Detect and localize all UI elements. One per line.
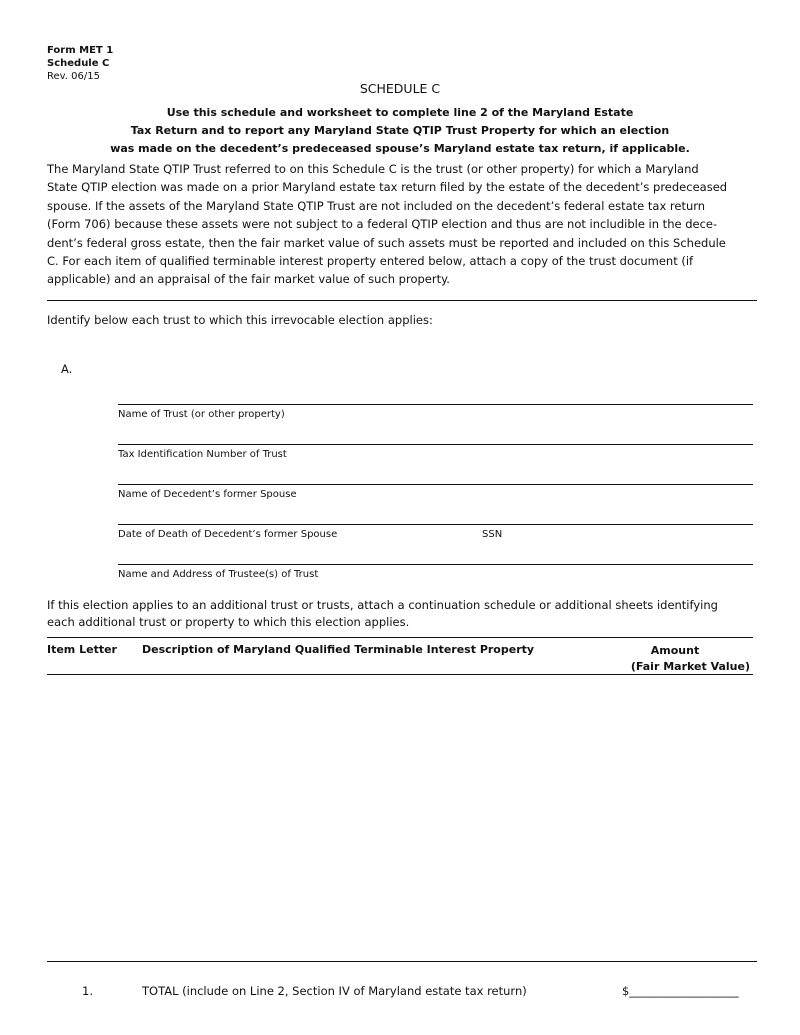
table-header-rule <box>47 674 753 675</box>
total-line-number: 1. <box>82 984 93 998</box>
ssn-label: SSN <box>482 529 503 540</box>
paragraph-line: C. For each item of qualified terminable interest property entered below, attach a copy of the trust document (if <box>47 254 694 269</box>
paragraph-line: dent’s federal gross estate, then the fair market value of such assets must be reported and included on this Schedule <box>47 235 726 250</box>
continuation-note <box>47 597 757 631</box>
explanation-paragraph <box>47 160 755 289</box>
form-number: Form MET 1 <box>47 45 114 56</box>
column-description: Description of Maryland Qualified Terminable Interest Property <box>142 643 535 656</box>
paragraph-line: (Form 706) because these assets were not subject to a federal QTIP election and thus are not includible in the dece- <box>47 217 718 232</box>
fair-market-value-header: (Fair Market Value) <box>630 660 750 673</box>
former-spouse-field[interactable] <box>118 484 753 485</box>
table-top-rule <box>47 637 753 638</box>
date-of-death-label: Date of Death of Decedent’s former Spouse <box>118 529 338 540</box>
column-item-letter: Item Letter <box>47 643 117 656</box>
instructions-line: was made on the decedent’s predeceased spouse’s Maryland estate tax return, if applicable. <box>110 142 690 155</box>
page-title: SCHEDULE C <box>359 81 441 96</box>
identify-instruction: Identify below each trust to which this irrevocable election applies: <box>47 313 433 327</box>
column-amount <box>600 643 750 675</box>
amount-header: Amount <box>650 644 700 657</box>
section-letter: A. <box>61 362 73 376</box>
trust-name-field[interactable] <box>118 404 753 405</box>
revision-date: Rev. 06/15 <box>47 71 100 82</box>
section-divider <box>47 300 757 301</box>
continuation-line: If this election applies to an additional trust or trusts, attach a continuation schedule or additional sheets identifying <box>47 598 718 612</box>
trustee-label: Name and Address of Trustee(s) of Trust <box>118 569 319 580</box>
schedule-label: Schedule C <box>47 58 110 69</box>
continuation-line: each additional trust or property to which this election applies. <box>47 615 410 629</box>
property-entry-area[interactable] <box>47 676 753 960</box>
table-bottom-rule <box>47 961 757 962</box>
paragraph-line: State QTIP election was made on a prior Maryland estate tax return filed by the estate of the decedent’s predeceased <box>47 180 728 195</box>
date-of-death-field[interactable] <box>118 524 753 525</box>
tax-id-field[interactable] <box>118 444 753 445</box>
form-identifier <box>47 44 113 83</box>
tax-id-label: Tax Identification Number of Trust <box>118 449 287 460</box>
paragraph-line: applicable) and an appraisal of the fair market value of such property. <box>47 272 450 287</box>
former-spouse-label: Name of Decedent’s former Spouse <box>118 489 297 500</box>
instructions-line: Tax Return and to report any Maryland State QTIP Trust Property for which an election <box>130 124 670 137</box>
instructions-line: Use this schedule and worksheet to complete line 2 of the Maryland Estate <box>166 106 634 119</box>
paragraph-line: spouse. If the assets of the Maryland State QTIP Trust are not included on the decedent’s federal estate tax return <box>47 198 706 213</box>
trust-name-label: Name of Trust (or other property) <box>118 409 285 420</box>
paragraph-line: The Maryland State QTIP Trust referred to on this Schedule C is the trust (or other property) for which a Maryland <box>47 162 699 176</box>
total-label: TOTAL (include on Line 2, Section IV of Maryland estate tax return) <box>142 984 527 998</box>
trustee-field[interactable] <box>118 564 753 565</box>
instructions-heading <box>60 104 740 158</box>
total-amount-field[interactable]: $___________________ <box>622 984 739 998</box>
